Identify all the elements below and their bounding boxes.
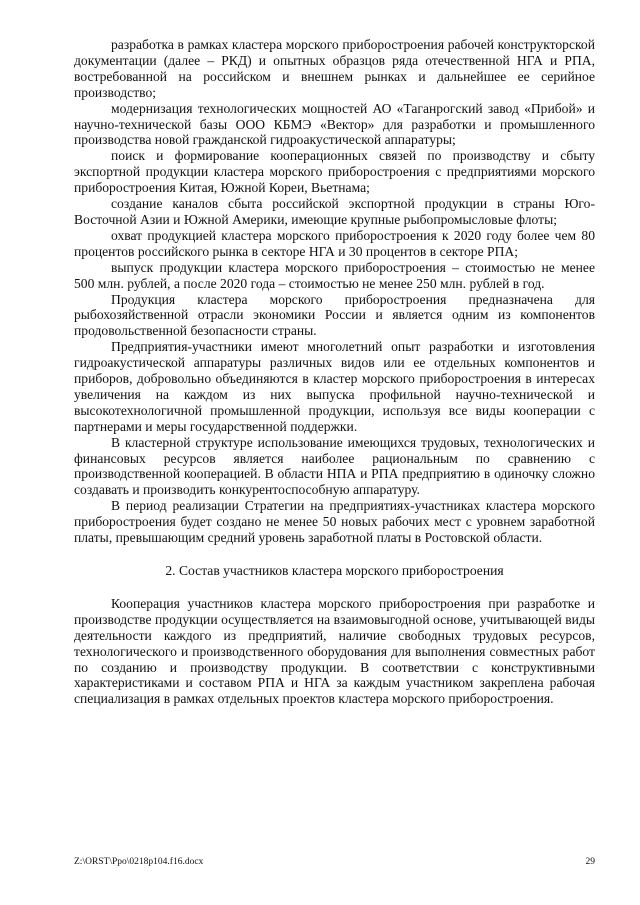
paragraph-participants-experience: Предприятия-участники имеют многолетний опыт разработки и изготовления гидроакустической аппаратуры различных видов или ее отдельных компонентов и приборов, добровольно объединяются в кластер морского приборостроения в интересах увеличения на каждом из них выпуска профильной научно-технической и высокотехнологичной промышленной продукции, используя все виды кооперации с партнерами и меры государственной поддержки. xyxy=(74,339,595,434)
paragraph-new-jobs: В период реализации Стратегии на предприятиях-участниках кластера морского приборостроения будет создано не менее 50 новых рабочих мест с уровнем заработной платы, превышающим средний уровень заработной платы в Ростовской области. xyxy=(74,498,595,546)
page-number: 29 xyxy=(585,857,595,867)
paragraph-sales-channels: создание каналов сбыта российской экспортной продукции в страны Юго-Восточной Азии и Южной Америки, имеющие крупные рыбопромысловые флоты; xyxy=(74,196,595,227)
paragraph-modernization: модернизация технологических мощностей АО «Таганрогский завод «Прибой» и научно-технической базы ООО КБМЭ «Вектор» для разработки и промышленного производства новой гражданской гидроакустической аппаратуры; xyxy=(74,100,595,148)
paragraph-product-purpose: Продукция кластера морского приборостроения предназначена для рыбохозяйственной отрасли экономики России и является одним из компонентов продовольственной безопасности страны. xyxy=(74,291,595,339)
document-body xyxy=(74,37,595,707)
paragraph-cluster-structure: В кластерной структуре использование имеющихся трудовых, технологических и финансовых ресурсов является наиболее рациональным по сравнению с производственной кооперацией. В области НПА и РПА предприятию в одиночку сложно создавать и производить конкурентоспособную аппаратуру. xyxy=(74,434,595,498)
footer-file-path: Z:\ORST\Ppo\0218p104.f16.docx xyxy=(74,857,204,867)
paragraph-cooperation-search: поиск и формирование кооперационных связей по производству и сбыту экспортной продукции кластера морского приборостроения с предприятиями морского приборостроения Китая, Южной Кореи, Вьетнама; xyxy=(74,148,595,196)
paragraph-rkd-development: разработка в рамках кластера морского приборостроения рабочей конструкторской документации (далее – РКД) и опытных образцов ряда отечественной НГА и РПА, востребованной на российском и внешнем рынках и дальнейшее ее серийное производство; xyxy=(74,37,595,100)
section-heading: 2. Состав участников кластера морского приборостроения xyxy=(165,563,504,578)
paragraph-market-coverage: охват продукцией кластера морского приборостроения к 2020 году более чем 80 процентов российского рынка в секторе НГА и 30 процентов в секторе РПА; xyxy=(74,227,595,259)
paragraph-participant-cooperation: Кооперация участников кластера морского приборостроения при разработке и производстве продукции осуществляется на взаимовыгодной основе, учитывающей виды деятельности каждого из предприятий, наличие свободных трудовых ресурсов, технологического и производственного оборудования для выполнения совместных работ по созданию и производству продукции. В соответствии с конструктивными характеристиками и составом РПА и НГА за каждым участником закреплена рабочая специализация в рамках отдельных проектов кластера морского приборостроения. xyxy=(74,595,595,707)
paragraph-output-value: выпуск продукции кластера морского приборостроения – стоимостью не менее 500 млн. рублей, а после 2020 года – стоимостью не менее 250 млн. рублей в год. xyxy=(74,259,595,291)
